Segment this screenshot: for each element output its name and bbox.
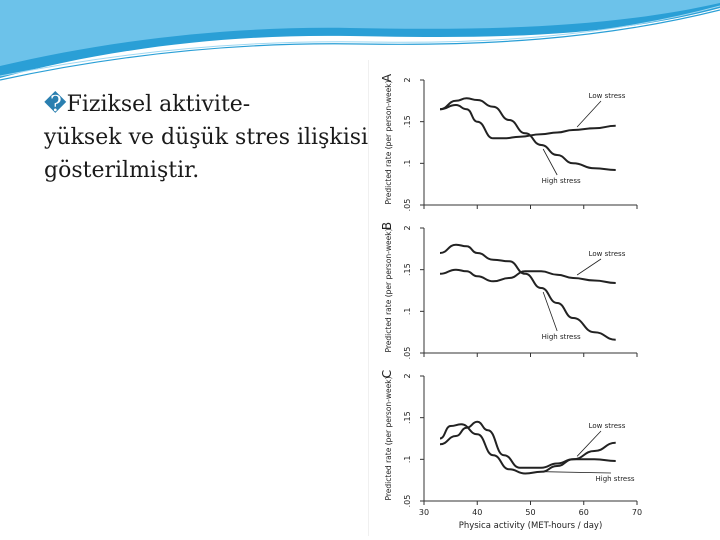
annotation-arrow — [543, 149, 557, 175]
y-tick-label: .15 — [403, 115, 412, 129]
panel-label: A — [380, 73, 394, 83]
y-tick-label: .1 — [403, 307, 412, 316]
body-text-line: yüksek ve düşük stres ilişkisi — [44, 125, 369, 150]
x-tick-label: 70 — [631, 508, 643, 517]
annotation-arrow — [577, 101, 601, 127]
y-tick-label: .05 — [403, 494, 412, 508]
body-text-line: gösterilmiştir. — [44, 158, 200, 183]
y-tick-label: .15 — [403, 411, 412, 425]
annotation-low-stress: Low stress — [588, 92, 626, 100]
y-tick-label: .05 — [403, 198, 412, 212]
annotation-arrow — [577, 259, 601, 275]
bullet-glyph: � — [44, 92, 67, 117]
y-tick-label: 2 — [403, 225, 412, 231]
slide-body-text — [44, 88, 384, 187]
y-tick-label: 2 — [403, 77, 412, 83]
annotation-high-stress: High stress — [541, 177, 581, 185]
y-tick-label: 2 — [403, 373, 412, 379]
x-tick-label: 40 — [472, 508, 483, 517]
x-tick-label: 50 — [525, 508, 536, 517]
annotation-low-stress: Low stress — [588, 250, 626, 258]
series-line-low-stress — [440, 270, 616, 283]
stress-activity-figure — [368, 60, 645, 536]
series-line-high-stress — [440, 245, 616, 340]
annotation-arrow — [543, 472, 611, 473]
x-axis-label: Physica activity (MET-hours / day) — [458, 521, 603, 531]
series-line-low-stress — [440, 424, 616, 473]
annotation-high-stress: High stress — [541, 333, 581, 341]
y-tick-label: .1 — [403, 455, 412, 464]
y-tick-label: .05 — [403, 346, 412, 360]
annotation-high-stress: High stress — [595, 475, 635, 483]
x-tick-label: 30 — [418, 508, 430, 517]
y-tick-label: .15 — [403, 263, 412, 277]
y-axis-label: Predicted rate (per person-week) — [384, 376, 393, 501]
body-text-line: Fiziksel aktivite- — [66, 92, 251, 117]
y-axis-label: Predicted rate (per person-week) — [384, 80, 393, 205]
annotation-low-stress: Low stress — [588, 422, 626, 430]
bullet-line-1 — [44, 88, 384, 121]
x-tick-label: 60 — [578, 508, 589, 517]
panel-label: C — [380, 369, 394, 379]
y-tick-label: .1 — [403, 159, 412, 168]
panel-label: B — [380, 221, 394, 231]
y-axis-label: Predicted rate (per person-week) — [384, 228, 393, 353]
